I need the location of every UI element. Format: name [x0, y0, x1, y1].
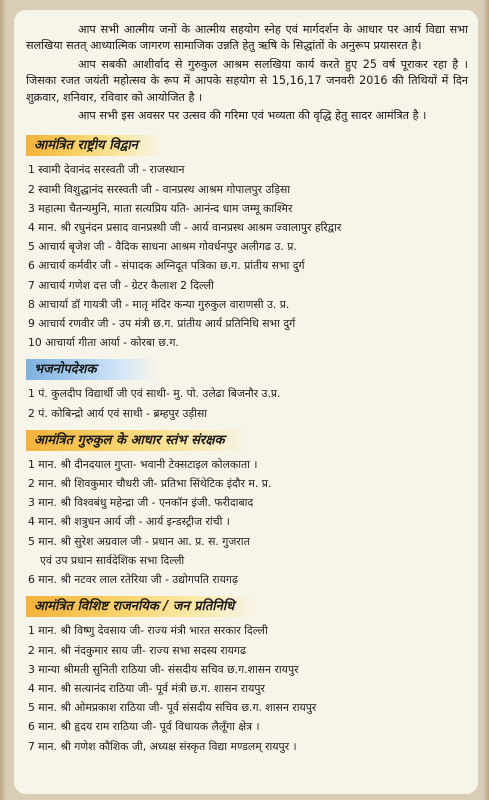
- section-heading: भजनोपदेशक: [26, 359, 156, 380]
- list-item: 4 मान. श्री सत्यानंद राठिया जी- पूर्व मंत्री छ.ग. शासन रायपुर: [28, 681, 265, 695]
- list-item: एवं उप प्रधान सार्वदेशिक सभा दिल्ली: [40, 553, 185, 567]
- list-item: 5 मान. श्री ओमप्रकाश राठिया जी- पूर्व संसदीय सचिव छ.ग. शासन रायपुर: [28, 701, 317, 715]
- list-item: 7 मान. श्री गणेश कौशिक जी, अध्यक्ष संस्कृत विद्या मण्डलम् रायपुर ।: [28, 739, 297, 753]
- section-dignitaries: [26, 595, 468, 755]
- list-item: 2 स्वामी विशुद्धानंद सरस्वती जी - वानप्रस्थ आश्रम गोपालपुर उड़िसा: [28, 182, 291, 196]
- list-item: 1 पं. कुलदीप विद्यार्थी जी एवं साथी- मु. पो. उलेढा बिजनौर उ.प्र.: [28, 387, 281, 401]
- invitation-card: [14, 10, 478, 794]
- list: [26, 455, 468, 589]
- list-item: 7 आचार्य गणेश दत्त जी - ग्रेटर कैलाश 2 दिल्ली: [28, 278, 214, 292]
- list-item: 2 पं. कोबिन्द्रो आर्य एवं साथी - ब्रम्हपुर उड़ीसा: [28, 406, 208, 420]
- list-item: 3 मान. श्री विश्वबंधु महेन्द्रा जी - एनकॉन इंजी. फरीदाबाद: [28, 496, 254, 510]
- list: [26, 160, 468, 352]
- intro-text: [26, 22, 468, 124]
- list-item: 1 स्वामी देवानंद सरस्वती जी - राजस्थान: [28, 163, 185, 177]
- list-item: 10 आचार्या गीता आर्या - कोरबा छ.ग.: [28, 336, 179, 350]
- list-item: 6 मान. श्री हृदय राम राठिया जी- पूर्व विधायक लैलूँगा क्षेत्र ।: [28, 720, 260, 734]
- section-heading: आमंत्रित गुरुकुल के आधार स्तंभ संरक्षक: [26, 430, 249, 451]
- list-item: 9 आचार्य रणवीर जी - उप मंत्री छ.ग. प्रांतीय आर्य प्रतिनिधि सभा दुर्ग: [28, 317, 296, 331]
- list-item: 1 मान. श्री विष्णु देवसाय जी- राज्य मंत्री भारत सरकार दिल्ली: [28, 624, 268, 638]
- section-national-scholars: [26, 134, 468, 352]
- intro-paragraph-3: आप सभी इस अवसर पर उत्सव की गरिमा एवं भव्यता की वृद्धि हेतु सादर आमंत्रित है ।: [78, 109, 427, 123]
- list-item: 6 मान. श्री नटवर लाल रतेरिया जी - उद्योगपति रायगढ़: [28, 573, 239, 587]
- list-item: 6 आचार्य कर्मवीर जी - संपादक अग्निदूत पत्रिका छ.ग. प्रांतीय सभा दुर्ग: [28, 259, 305, 273]
- list: [26, 384, 468, 422]
- list-item: 3 मान्या श्रीमती सुनिती राठिया जी- संसदीय सचिव छ.ग.शासन रायपुर: [28, 662, 299, 676]
- section-heading: आमंत्रित विशिष्ट राजनयिक / जन प्रतिनिधि: [26, 596, 258, 617]
- section-heading: आमंत्रित राष्ट्रीय विद्वान: [26, 135, 162, 156]
- list-item: 5 आचार्य बृजेश जी - वैदिक साधना आश्रम गोवर्धनपुर अलीगढ उ. प्र.: [28, 240, 297, 254]
- list-item: 2 मान. श्री शिवकुमार चौधरी जी- प्रतिभा सिंथेटिक इंदौर म. प्र.: [28, 477, 272, 491]
- intro-paragraph-2: आप सबकी आशीर्वाद से गुरुकुल आश्रम सलखिया कार्य करते हुए 25 वर्ष पूराकर रहा है । जिसका रजत जयंती महोत्सव के रूप में आपके सहयोग से 15,16,17 जनवरी 2016 की तिथियों में दिन शुक्रवार, शनिवार, रविवार को आयोजित है ।: [26, 57, 468, 104]
- list-item: 8 आचार्या डॉ गायत्री जी - मातृ मंदिर कन्या गुरुकुल वाराणसी उ. प्र.: [28, 297, 290, 311]
- section-gurukul-patrons: [26, 429, 468, 589]
- list-item: 2 मान. श्री नंदकुमार साय जी- राज्य सभा सदस्य रायगढ: [28, 643, 247, 657]
- section-bhajanopdeshak: [26, 358, 468, 422]
- list-item: 4 मान. श्री रघुनंदन प्रसाद वानप्रस्थी जी - आर्य वानप्रस्थ आश्रम ज्वालापुर हरिद्वार: [28, 221, 342, 235]
- list: [26, 621, 468, 755]
- list-item: 3 महात्मा चैतन्यमुनि, माता सत्यप्रिय यति- आनंन्द धाम जम्मू काश्मिर: [28, 201, 293, 215]
- list-item: 4 मान. श्री शत्रुधन आर्य जी - आर्य इन्डस्ट्रीज रांची ।: [28, 515, 230, 529]
- list-item: 5 मान. श्री सुरेश अग्रवाल जी - प्रधान आ. प्र. स. गुजरात: [28, 534, 250, 548]
- list-item: 1 मान. श्री दीनदयाल गुप्ता- भवानी टेक्सटाइल कोलकाता ।: [28, 457, 258, 471]
- intro-paragraph-1: आप सभी आत्मीय जनों के आत्मीय सहयोग स्नेह एवं मार्गदर्शन के आधार पर आर्य विद्या सभा सलखिया सतत् आध्यात्मिक जागरण सामाजिक उन्नति हेतु ऋषि के सिद्धांतों के अनुरूप प्रयासरत है।: [26, 23, 468, 53]
